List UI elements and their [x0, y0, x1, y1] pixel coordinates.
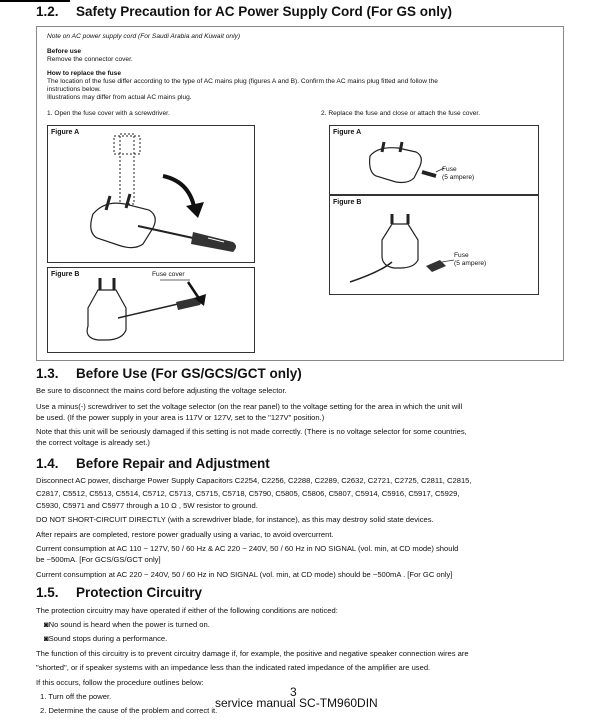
step-1: 1. Open the fuse cover with a screwdriver. — [47, 110, 170, 117]
repair-p1a: Disconnect AC power, discharge Power Supply Capacitors C2254, C2256, C2288, C2289, C2632, C2721, C2725, C2811, C2815, — [36, 476, 472, 485]
before-use-p3b: the correct voltage is already set.) — [36, 438, 150, 447]
section-heading-1-4: 1.4. Before Repair and Adjustment — [36, 456, 270, 471]
protection-step-1: 1. Turn off the power. — [40, 692, 112, 701]
section-heading-1-2: 1.2. Safety Precaution for AC Power Supply Cord (For GS only) — [36, 4, 453, 19]
repair-p4a: Current consumption at AC 110 ~ 127V, 50 / 60 Hz & AC 220 ~ 240V, 50 / 60 Hz in NO SIGNAL (vol. min, at CD mode) should — [36, 544, 459, 553]
protection-bullet-2: ◙Sound stops during a performance. — [44, 634, 168, 643]
ampere-label-a: (5 ampere) — [442, 174, 475, 181]
figure-a-left — [47, 125, 255, 263]
fuse-cover-label: Fuse cover — [152, 271, 185, 278]
figure-b-label: Figure B — [51, 271, 80, 278]
figure-a-label-right: Figure A — [333, 129, 362, 136]
fuse-label-a: Fuse — [442, 166, 457, 173]
section-heading-1-3: 1.3. Before Use (For GS/GCS/GCT only) — [36, 366, 302, 381]
plug-screwdriver-illustration — [48, 126, 254, 262]
protection-bullet-1: ◙No sound is heard when the power is turned on. — [44, 620, 210, 629]
repair-p1b: C2817, C5512, C5513, C5514, C5712, C5713, C5715, C5718, C5790, C5805, C5806, C5807, C5914, C5916, C5917, C5929, — [36, 489, 460, 498]
figure-b-label-right: Figure B — [333, 199, 362, 206]
protection-p2a: The function of this circuitry is to prevent circuitry damage if, for example, the positive and negative speaker connection wires are — [36, 649, 469, 658]
before-use-p3a: Note that this unit will be seriously damaged if this setting is not made correctly. (There is no voltage selector for some countries, — [36, 427, 467, 436]
repair-p1c: C5930, C5971 and C5977 through a 10 Ω , 5W resistor to ground. — [36, 501, 258, 510]
figure-b-right — [329, 195, 539, 295]
before-use-text: Remove the connector cover. — [47, 56, 133, 63]
repair-p3: After repairs are completed, restore power gradually using a variac, to avoid overcurrent. — [36, 530, 334, 539]
fuse-label-b: Fuse — [454, 252, 469, 259]
before-use-heading: Before use — [47, 48, 82, 55]
replace-text-1: The location of the fuse differ according to the type of AC mains plug (figures A and B). Confirm the AC mains plug fitted and follow the — [47, 78, 438, 85]
before-use-p2a: Use a minus(-) screwdriver to set the voltage selector (on the rear panel) to the voltage setting for the area in which the unit will — [36, 402, 463, 411]
plug-fuse-cover-illustration — [48, 268, 254, 352]
replace-heading: How to replace the fuse — [47, 70, 122, 77]
manual-title: service manual SC-TM960DIN — [215, 696, 378, 710]
protection-p3: If this occurs, follow the procedure outlines below: — [36, 678, 204, 687]
page-number: 3 — [290, 685, 297, 699]
figure-b-left — [47, 267, 255, 353]
protection-p1: The protection circuitry may have operated if either of the following conditions are noticed: — [36, 606, 338, 615]
before-use-p2b: be used. (If the power supply in your area is 117V or 127V, set to the "127V" position.) — [36, 413, 325, 422]
plug-fuse-b-illustration — [330, 196, 538, 294]
repair-p5: Current consumption at AC 220 ~ 240V, 50 / 60 Hz in NO SIGNAL (vol. min, at CD mode) should be ~500mA . [For GC only] — [36, 570, 453, 579]
bullet-icon: ◙ — [44, 620, 49, 629]
plug-fuse-a-illustration — [330, 126, 538, 194]
ac-cord-note-box — [36, 26, 564, 361]
box-note: Note on AC power supply cord (For Saudi Arabia and Kuwait only) — [47, 33, 241, 40]
repair-p2: DO NOT SHORT-CIRCUIT DIRECTLY (with a screwdriver blade, for instance), as this may destroy solid state devices. — [36, 515, 434, 524]
repair-p4b: be ~500mA. [For GCS/GS/GCT only] — [36, 555, 161, 564]
step-2: 2. Replace the fuse and close or attach the fuse cover. — [321, 110, 481, 117]
bullet-icon: ◙ — [44, 634, 49, 643]
section-heading-1-5: 1.5. Protection Circuitry — [36, 585, 203, 600]
protection-p2b: "shorted", or if speaker systems with an impedance less than the indicated rated impedance of the amplifier are used. — [36, 663, 431, 672]
ampere-label-b: (5 ampere) — [454, 260, 487, 267]
replace-text-3: Illustrations may differ from actual AC mains plug. — [47, 94, 192, 101]
figure-a-right — [329, 125, 539, 195]
replace-text-2: instructions below. — [47, 86, 101, 93]
before-use-p1: Be sure to disconnect the mains cord before adjusting the voltage selector. — [36, 386, 287, 395]
figure-a-label: Figure A — [51, 129, 80, 136]
top-rule — [0, 0, 70, 2]
protection-step-2: 2. Determine the cause of the problem and correct it. — [40, 706, 218, 715]
